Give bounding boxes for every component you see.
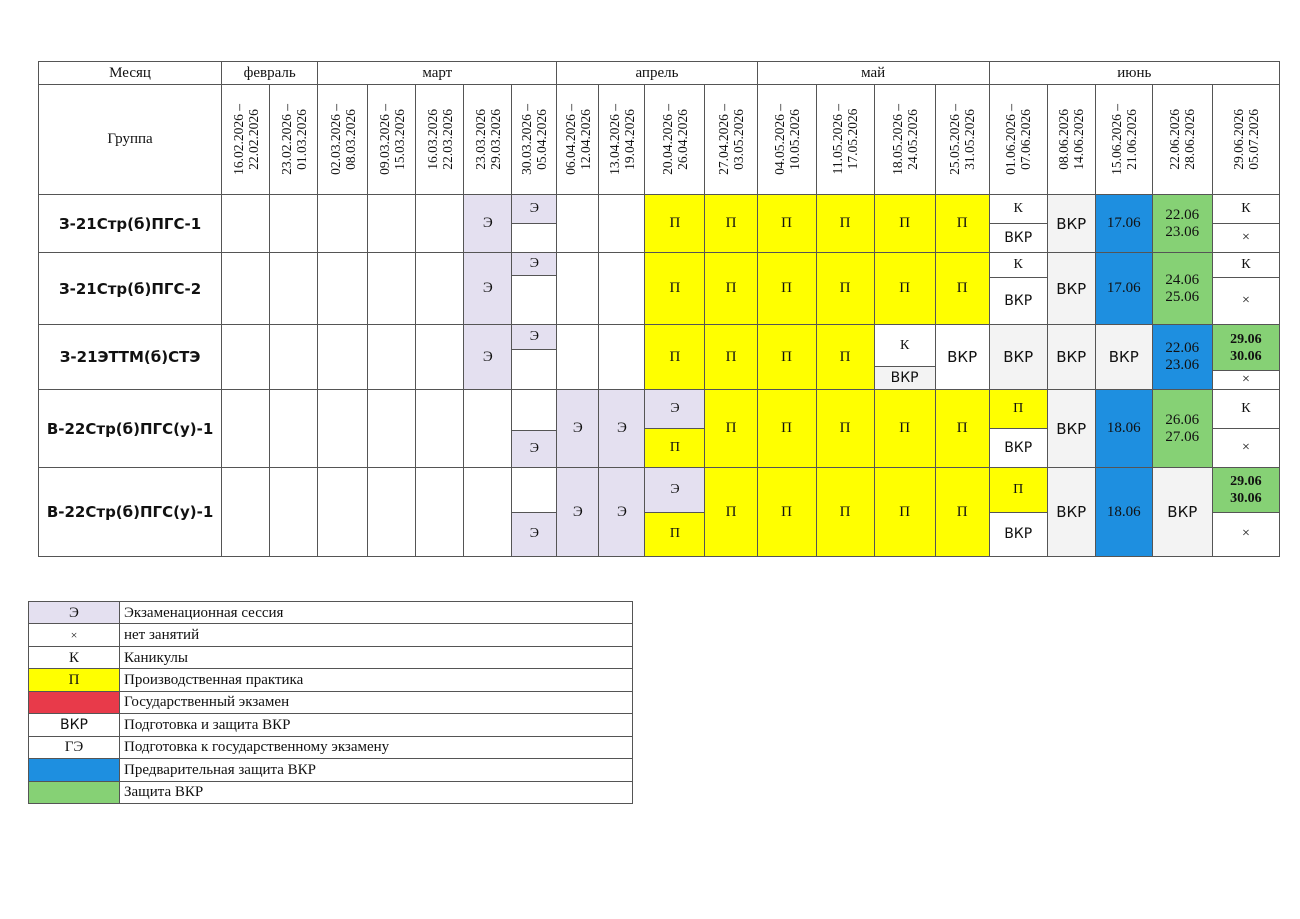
schedule-cell: П — [705, 468, 757, 557]
week-header: 20.04.2026 – 26.04.2026 — [645, 85, 705, 195]
schedule-cell: К × — [1212, 390, 1279, 468]
schedule-cell: П — [935, 390, 989, 468]
schedule-cell: 22.06 23.06 — [1152, 325, 1212, 390]
legend-row — [29, 669, 633, 691]
legend-label: Подготовка к государственному экзамену — [120, 736, 633, 758]
schedule-cell: 17.06 — [1095, 253, 1152, 325]
legend-label: Каникулы — [120, 646, 633, 668]
legend-row — [29, 714, 633, 736]
group-name: З-21Стр(б)ПГС-2 — [39, 253, 222, 325]
schedule-cell — [270, 195, 318, 253]
schedule-cell — [318, 195, 368, 253]
schedule-cell: Э П — [645, 468, 705, 557]
schedule-cell: Э — [464, 325, 512, 390]
week-header: 06.04.2026 – 12.04.2026 — [557, 85, 599, 195]
schedule-cell: ВКР — [1047, 468, 1095, 557]
schedule-cell: П — [705, 390, 757, 468]
schedule-cell: П — [757, 195, 816, 253]
schedule-cell — [416, 325, 464, 390]
legend-row — [29, 691, 633, 713]
schedule-cell: ВКР — [1047, 390, 1095, 468]
schedule-cell: П — [874, 390, 935, 468]
schedule-cell: Э — [557, 468, 599, 557]
schedule-cell: Э — [512, 390, 557, 468]
schedule-cell — [222, 390, 270, 468]
schedule-cell: П ВКР — [989, 468, 1047, 557]
schedule-cell: П — [816, 253, 874, 325]
month-march: март — [318, 62, 557, 85]
legend-label: Производственная практика — [120, 669, 633, 691]
schedule-cell — [599, 253, 645, 325]
week-header: 29.06.2026 05.07.2026 — [1212, 85, 1279, 195]
schedule-table — [38, 61, 1280, 557]
schedule-cell — [222, 195, 270, 253]
legend-label: Предварительная защита ВКР — [120, 759, 633, 781]
week-header: 11.05.2026 – 17.05.2026 — [816, 85, 874, 195]
schedule-cell: Э — [464, 253, 512, 325]
week-header: 09.03.2026 – 15.03.2026 — [368, 85, 416, 195]
schedule-cell: Э — [599, 468, 645, 557]
schedule-cell: П — [757, 390, 816, 468]
schedule-cell: П — [705, 253, 757, 325]
legend-color-swatch — [29, 691, 120, 713]
week-header: 04.05.2026 – 10.05.2026 — [757, 85, 816, 195]
week-header: 25.05.2026 – 31.05.2026 — [935, 85, 989, 195]
week-header: 30.03.2026 – 05.04.2026 — [512, 85, 557, 195]
legend-label: нет занятий — [120, 624, 633, 646]
schedule-cell — [318, 325, 368, 390]
schedule-cell: Э — [464, 195, 512, 253]
legend-color-swatch — [29, 781, 120, 804]
schedule-cell: ВКР — [1047, 325, 1095, 390]
schedule-cell: П — [935, 468, 989, 557]
schedule-cell — [270, 253, 318, 325]
schedule-cell — [416, 390, 464, 468]
schedule-cell: К ВКР — [989, 253, 1047, 325]
schedule-cell — [368, 195, 416, 253]
schedule-cell — [318, 390, 368, 468]
schedule-cell: К ВКР — [874, 325, 935, 390]
legend-symbol: ГЭ — [29, 736, 120, 758]
schedule-cell: ВКР — [1047, 253, 1095, 325]
legend-symbol: Э — [29, 602, 120, 624]
schedule-cell — [557, 195, 599, 253]
schedule-cell: П — [816, 195, 874, 253]
table-row — [39, 325, 1280, 390]
month-may: май — [757, 62, 989, 85]
schedule-cell: ВКР — [1152, 468, 1212, 557]
schedule-cell — [270, 390, 318, 468]
schedule-cell: Э — [599, 390, 645, 468]
month-header-label: Месяц — [39, 62, 222, 85]
schedule-cell: П — [935, 253, 989, 325]
schedule-cell — [599, 325, 645, 390]
legend-row — [29, 781, 633, 804]
schedule-cell: 18.06 — [1095, 390, 1152, 468]
legend-label: Защита ВКР — [120, 781, 633, 804]
legend-label: Экзаменационная сессия — [120, 602, 633, 624]
group-name: З-21Стр(б)ПГС-1 — [39, 195, 222, 253]
schedule-cell — [222, 325, 270, 390]
week-header: 02.03.2026 – 08.03.2026 — [318, 85, 368, 195]
legend-label: Государственный экзамен — [120, 691, 633, 713]
schedule-cell: П — [874, 468, 935, 557]
schedule-cell — [557, 253, 599, 325]
schedule-cell: К × — [1212, 253, 1279, 325]
week-header: 16.02.2026 – 22.02.2026 — [222, 85, 270, 195]
schedule-cell: П — [645, 325, 705, 390]
schedule-cell: 26.06 27.06 — [1152, 390, 1212, 468]
schedule-cell: П — [816, 468, 874, 557]
schedule-cell: П — [705, 195, 757, 253]
schedule-cell: ВКР — [1047, 195, 1095, 253]
schedule-cell: Э П — [645, 390, 705, 468]
legend-row — [29, 602, 633, 624]
month-april: апрель — [557, 62, 757, 85]
group-name: В-22Стр(б)ПГС(у)-1 — [39, 390, 222, 468]
table-row — [39, 468, 1280, 557]
legend-symbol: П — [29, 669, 120, 691]
schedule-cell — [222, 253, 270, 325]
legend-symbol: ВКР — [29, 714, 120, 736]
legend-table — [28, 601, 633, 804]
schedule-cell: П — [816, 390, 874, 468]
schedule-cell: П ВКР — [989, 390, 1047, 468]
schedule-cell: П — [645, 253, 705, 325]
month-february: февраль — [222, 62, 318, 85]
group-name: В-22Стр(б)ПГС(у)-1 — [39, 468, 222, 557]
schedule-cell: 18.06 — [1095, 468, 1152, 557]
schedule-cell: П — [874, 195, 935, 253]
schedule-cell: 24.06 25.06 — [1152, 253, 1212, 325]
week-header: 18.05.2026 – 24.05.2026 — [874, 85, 935, 195]
legend-row — [29, 759, 633, 781]
legend-symbol: × — [29, 624, 120, 646]
schedule-cell: Э — [512, 253, 557, 325]
month-june: июнь — [989, 62, 1279, 85]
schedule-cell — [599, 195, 645, 253]
group-name: З-21ЭТТМ(б)СТЭ — [39, 325, 222, 390]
week-header: 27.04.2026 – 03.05.2026 — [705, 85, 757, 195]
legend-color-swatch — [29, 759, 120, 781]
schedule-cell: К × — [1212, 195, 1279, 253]
schedule-cell: П — [705, 325, 757, 390]
week-header: 13.04.2026 – 19.04.2026 — [599, 85, 645, 195]
legend-row — [29, 624, 633, 646]
table-row — [39, 253, 1280, 325]
group-header-label: Группа — [39, 85, 222, 195]
schedule-cell: 29.06 30.06 × — [1212, 468, 1279, 557]
legend-row — [29, 736, 633, 758]
schedule-cell — [368, 468, 416, 557]
schedule-cell: П — [874, 253, 935, 325]
week-header: 22.06.2026 28.06.2026 — [1152, 85, 1212, 195]
schedule-cell — [464, 468, 512, 557]
schedule-cell — [270, 325, 318, 390]
schedule-cell — [368, 390, 416, 468]
schedule-cell: ВКР — [935, 325, 989, 390]
schedule-cell — [368, 253, 416, 325]
schedule-cell: Э — [512, 468, 557, 557]
schedule-cell: ВКР — [989, 325, 1047, 390]
legend-row — [29, 646, 633, 668]
schedule-cell: П — [816, 325, 874, 390]
legend-symbol: К — [29, 646, 120, 668]
week-header: 23.02.2026 – 01.03.2026 — [270, 85, 318, 195]
week-header: 01.06.2026 – 07.06.2026 — [989, 85, 1047, 195]
schedule-cell: Э — [512, 325, 557, 390]
legend-label: Подготовка и защита ВКР — [120, 714, 633, 736]
schedule-cell: П — [757, 253, 816, 325]
schedule-cell — [464, 390, 512, 468]
week-header: 16.03.2026 22.03.2026 — [416, 85, 464, 195]
schedule-cell: П — [935, 195, 989, 253]
schedule-cell — [318, 468, 368, 557]
schedule-cell — [416, 195, 464, 253]
schedule-cell: 17.06 — [1095, 195, 1152, 253]
week-header: 08.06.2026 14.06.2026 — [1047, 85, 1095, 195]
schedule-cell: 22.06 23.06 — [1152, 195, 1212, 253]
week-header: 23.03.2026 29.03.2026 — [464, 85, 512, 195]
schedule-cell — [557, 325, 599, 390]
table-row — [39, 195, 1280, 253]
schedule-cell — [368, 325, 416, 390]
schedule-cell: ВКР — [1095, 325, 1152, 390]
schedule-cell: П — [645, 195, 705, 253]
schedule-cell: 29.06 30.06 × — [1212, 325, 1279, 390]
schedule-cell: Э — [557, 390, 599, 468]
schedule-cell — [416, 468, 464, 557]
schedule-cell — [416, 253, 464, 325]
schedule-cell: К ВКР — [989, 195, 1047, 253]
schedule-cell: Э — [512, 195, 557, 253]
schedule-cell — [318, 253, 368, 325]
schedule-cell — [222, 468, 270, 557]
schedule-cell: П — [757, 325, 816, 390]
schedule-cell: П — [757, 468, 816, 557]
schedule-cell — [270, 468, 318, 557]
week-header: 15.06.2026 – 21.06.2026 — [1095, 85, 1152, 195]
table-row — [39, 390, 1280, 468]
